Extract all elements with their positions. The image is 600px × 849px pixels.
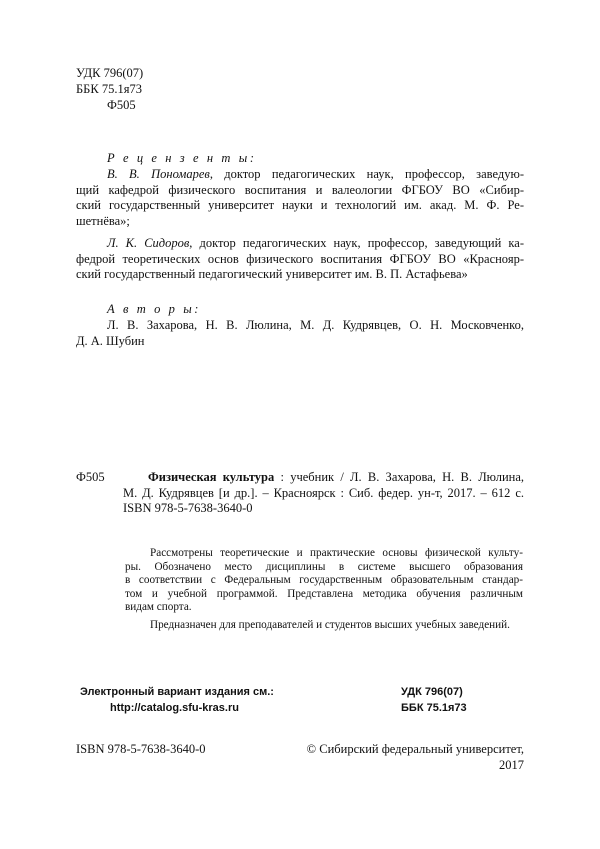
reviewer-1 <box>76 167 524 229</box>
electronic-udk: УДК 796(07) <box>401 686 463 698</box>
reviewer-2-line3: ский государственный педагогический университет им. В. П. Астафьева» <box>76 267 468 281</box>
electronic-label: Электронный вариант издания см.: <box>80 686 274 698</box>
reviewer-1-name: В. В. Пономарев <box>107 167 210 181</box>
annotation-line2: ры. Обозначено место дисциплины в системе высшего образования <box>125 560 523 573</box>
catalog-line2: М. Д. Кудрявцев [и др.]. – Красноярск : Сиб. федер. ун-т, 2017. – 612 с. <box>123 485 524 500</box>
reviewer-1-line3: ский государственный университет науки и технологий им. акад. М. Ф. Ре- <box>76 198 524 212</box>
reviewers-heading: Р е ц е н з е н т ы: <box>107 151 257 165</box>
reviewer-1-line1: В. В. Пономарев, доктор педагогических наук, профессор, заведую- <box>107 167 524 181</box>
annotation-purpose: Предназначен для преподавателей и студентов высших учебных заведений. <box>150 618 510 631</box>
reviewer-1-line2: щий кафедрой физического воспитания и валеологии ФГБОУ ВО «Сибир- <box>76 182 524 197</box>
catalog-line1: Физическая культура : учебник / Л. В. Захарова, Н. В. Люлина, <box>148 470 525 484</box>
reviewer-2-name: Л. К. Сидоров <box>107 236 190 250</box>
book-title: Физическая культура <box>148 470 275 484</box>
footer-isbn: ISBN 978-5-7638-3640-0 <box>76 742 206 756</box>
udk-code: УДК 796(07) <box>76 66 144 80</box>
authors-list <box>76 318 524 349</box>
bbk-code: ББК 75.1я73 <box>76 82 142 96</box>
catalog-link[interactable]: http://catalog.sfu-kras.ru <box>110 702 239 714</box>
authors-heading: А в т о р ы: <box>107 302 202 316</box>
authors-line1: Л. В. Захарова, Н. В. Люлина, М. Д. Кудрявцев, О. Н. Московченко, <box>107 318 524 332</box>
annotation <box>125 547 523 632</box>
reviewer-2 <box>76 236 524 283</box>
reviewer-2-line1: Л. К. Сидоров, доктор педагогических наук, профессор, заведующий ка- <box>107 236 524 250</box>
authors-line2: Д. А. Шубин <box>76 333 145 348</box>
reviewer-2-line2: федрой теоретических основ физического воспитания ФГБОУ ВО «Краснояр- <box>76 251 524 266</box>
author-mark: Ф505 <box>107 98 136 112</box>
catalog-isbn: ISBN 978-5-7638-3640-0 <box>123 501 253 515</box>
catalog-code: Ф505 <box>76 470 105 484</box>
annotation-line4: том и учебной программой. Представлена методика обучения различным <box>125 587 523 600</box>
annotation-line1: Рассмотрены теоретические и практические основы физической культу- <box>150 547 523 559</box>
electronic-bbk: ББК 75.1я73 <box>401 702 467 714</box>
reviewer-1-line4: шетнёва»; <box>76 213 130 228</box>
catalog-record <box>123 470 524 517</box>
annotation-line3: в соответствии с Федеральным государственным образовательным стандар- <box>125 574 523 586</box>
annotation-line5: видам спорта. <box>125 601 192 613</box>
footer-copyright: © Сибирский федеральный университет, 2017 <box>306 742 524 772</box>
